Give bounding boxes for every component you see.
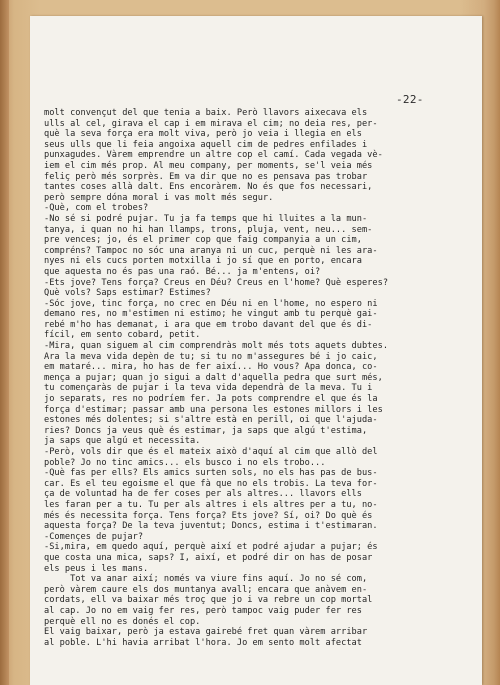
typewritten-body-text: molt convençut del que tenia a baix. Però llavors aixecava els ulls al cel, girava el cap i em mirava el cim; no deia res, per- què la seva força era molt viva, però jo veia i llegia en els seus ulls que li feia angoixa aquell cim de pedres enfilades i punxagudes. Vàrem emprendre un altre cop el camí. Cada vegada vè- iem el cim més prop. Al meu company, per moments, se'l veia més feliç però més sorprès. Em va dir que no es pensava pas trobar tantes coses allà dalt. Ens encoràrem. No és que fos necessari, però sempre dóna moral i vas molt més segur. -Què, com el trobes? -No sé si podré pujar. Tu ja fa temps que hi lluites a la mun- tanya, i quan no hi han llamps, trons, pluja, vent, neu... sem- pre vences; jo, és el primer cop que faig companyia a un cim, compréns? Tampoc no sóc una aranya ni un cuc, perquè ni les ara- nyes ni els cucs porten motxilla i jo sí que en porto, encara que aquesta no és pas una raó. Bé... ja m'entens, oi? -Ets jove? Tens força? Creus en Déu? Creus en l'home? Què esperes? Què vols? Saps estimar? Estimes? -Sóc jove, tinc força, no crec en Déu ni en l'home, no espero ni demano res, no m'estimen ni estimo; he vingut amb tu perquè gai- rebé m'ho has demanat, i ara que em trobo davant del que és di- fícil, em sento cobard, petit. -Mira, quan siguem al cim comprendràs molt més tots aquets dubtes. Ara la meva vida depèn de tu; si tu no m'assegures bé i jo caic, em mataré... mira, ho has de fer així... Ho vous? Apa donca, co- mença a pujar; quan jo sigui a dalt d'aquella pedra que surt més, tu començaràs de pujar i la teva vida dependrà de la meva. Tu i jo separats, res no podríem fer. Ja pots comprendre el que és la força d'estimar; passar amb una persona les estones millors i les estones més dolentes; si s'altre està en perill, oi que l'ajuda- ries? Doncs ja veus què és estimar, ja saps que algú t'estima, ja saps que algú et necessita. -Però, vols dir que és el mateix això d'aquí al cim que allò del poble? Jo no tinc amics... els busco i no els trobo... -Què fas per ells? Els amics surten sols, no els has pas de bus- car. Es el teu egoisme el que fà que no els trobis. La teva for- ça de voluntad ha de fer coses per als altres... llavors ells les faran per a tu. Tu per als altres i els altres per a tu, no- més és necessita força. Tens força? Ets jove? Sí, oi? Do què és aquesta força? De la teva juventut; Doncs, estima i t'estimaran. -Començes de pujar? -Si,mira, em quedo aquí, perquè així et podré ajudar a pujar; és que costa una mica, saps? I, així, et podré dir on has de posar els peus i les mans. Tot va anar així; només va viure fins aquí. Jo no sé com, però vàrem caure els dos muntanya avall; encara que anàvem en- cordats, ell va baixar més troç que jo i va rebre un cop mortal al cap. Jo no em vaig fer res, però tampoc vaig puder fer res perquè ell no es donés el cop. El vaig baixar, però ja estava gairebé fret quan vàrem arribar al poble. L'hi havia arribat l'hora. Jo em sento molt afectat [44, 108, 389, 648]
binder-edge [0, 0, 9, 685]
page-number: -22- [396, 93, 424, 106]
typewritten-page [30, 16, 482, 685]
